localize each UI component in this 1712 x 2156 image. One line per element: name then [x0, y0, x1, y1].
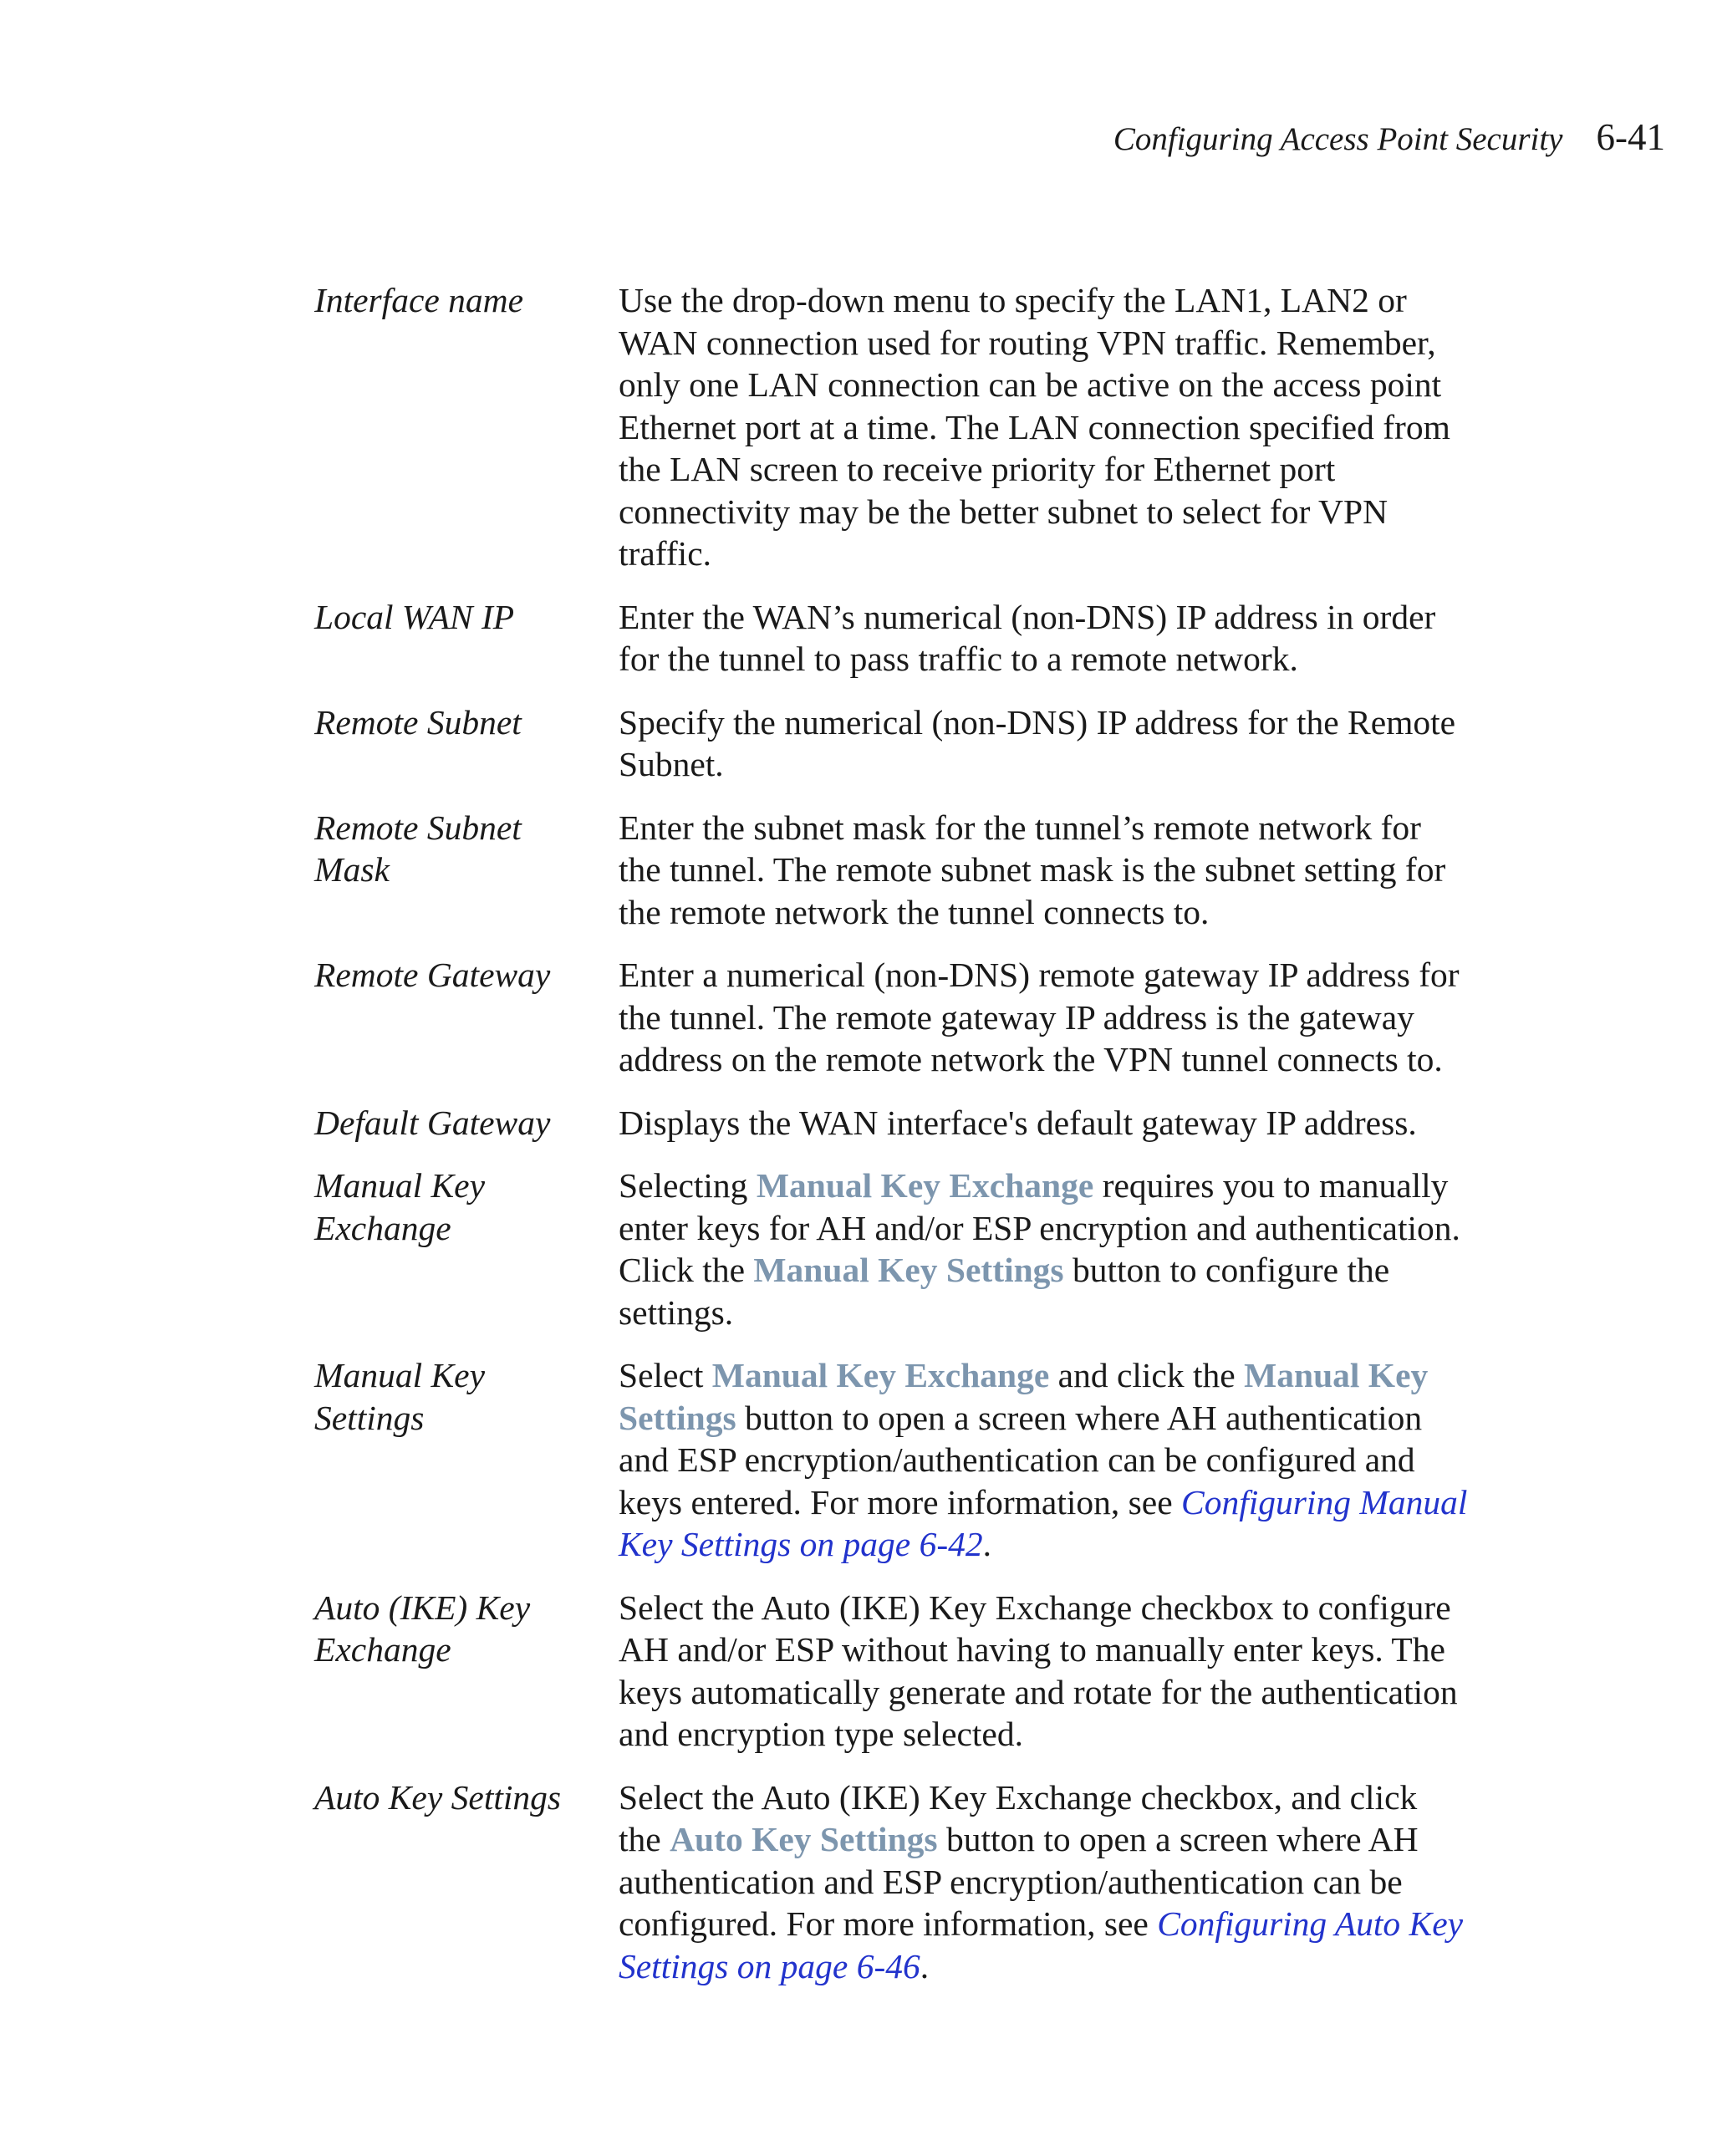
- description-text: Select: [619, 1356, 712, 1394]
- chapter-title: Configuring Access Point Security: [1113, 121, 1563, 157]
- description-auto-ike-key-exchange: Select the Auto (IKE) Key Exchange checkbox to configure AH and/or ESP without having to manually enter keys. The keys automatically generate and rotate for the authentication and encryption type selected.: [619, 1588, 1458, 1753]
- description-text: .: [982, 1525, 992, 1563]
- entry-auto-ike-key-exchange: [314, 1587, 1468, 1756]
- description-text: button to open a screen where AH authentication and ESP encryption/authentication can be configured. For more information, see: [619, 1820, 1419, 1943]
- term-line: Exchange: [314, 1208, 451, 1247]
- term-manual-key-settings: [314, 1354, 619, 1439]
- term-line: Auto (IKE) Key: [314, 1588, 531, 1627]
- description-text: button to configure the settings.: [619, 1251, 1390, 1332]
- term-line: Remote Subnet: [314, 808, 522, 847]
- term-line: Local WAN IP: [314, 597, 515, 636]
- term-remote-subnet: [314, 701, 619, 744]
- term-line: Settings: [314, 1398, 425, 1437]
- entry-manual-key-exchange: [314, 1165, 1468, 1333]
- term-line: Exchange: [314, 1630, 451, 1669]
- cross-reference-link-auto-key-settings[interactable]: Configuring Auto Key Settings on page 6-46: [619, 1904, 1464, 1985]
- ui-label-auto-key-settings: Auto Key Settings: [670, 1820, 938, 1858]
- ui-label-manual-key-exchange: Manual Key Exchange: [756, 1166, 1094, 1205]
- description-text: Selecting: [619, 1166, 757, 1205]
- description-remote-subnet-mask: Enter the subnet mask for the tunnel’s remote network for the tunnel. The remote subnet mask is the subnet setting for the remote network the tunnel connects to.: [619, 808, 1446, 931]
- term-remote-subnet-mask: [314, 807, 619, 891]
- description-interface-name: Use the drop-down menu to specify the LAN1, LAN2 or WAN connection used for routing VPN traffic. Remember, only one LAN connection can be active on the access point Ethernet port at a time. The LAN connection specified from the LAN screen to receive priority for Ethernet port connectivity may be the better subnet to select for VPN traffic.: [619, 281, 1450, 573]
- term-auto-ike-key-exchange: [314, 1587, 619, 1671]
- description-manual-key-exchange: [619, 1165, 1468, 1333]
- running-header: [1113, 115, 1665, 159]
- description-auto-key-settings: [619, 1776, 1468, 1988]
- term-auto-key-settings: [314, 1776, 619, 1819]
- ui-label-manual-key-settings: Manual Key Settings: [619, 1356, 1429, 1437]
- description-manual-key-settings: [619, 1354, 1468, 1566]
- entry-remote-gateway: [314, 954, 1468, 1081]
- term-line: Manual Key: [314, 1166, 485, 1205]
- entry-local-wan-ip: [314, 596, 1468, 680]
- term-line: Auto Key Settings: [314, 1777, 562, 1817]
- term-manual-key-exchange: [314, 1165, 619, 1249]
- term-line: Interface name: [314, 281, 524, 319]
- description-remote-gateway: Enter a numerical (non-DNS) remote gateway IP address for the tunnel. The remote gateway IP address is the gateway address on the remote network the VPN tunnel connects to.: [619, 956, 1460, 1078]
- description-text: requires you to manually enter keys for AH and/or ESP encryption and authentication. Click the: [619, 1166, 1460, 1289]
- ui-label-manual-key-exchange: Manual Key Exchange: [711, 1356, 1050, 1394]
- page-number: 6-41: [1596, 116, 1665, 158]
- term-line: Remote Subnet: [314, 702, 522, 742]
- cross-reference-link-manual-key-settings[interactable]: Configuring Manual Key Settings on page 6-42: [619, 1482, 1468, 1563]
- entry-manual-key-settings: [314, 1354, 1468, 1566]
- description-remote-subnet: Specify the numerical (non-DNS) IP address for the Remote Subnet.: [619, 702, 1456, 783]
- entry-auto-key-settings: [314, 1776, 1468, 1988]
- description-text: .: [920, 1946, 930, 1985]
- term-interface-name: [314, 279, 619, 322]
- description-text: button to open a screen where AH authentication and ESP encryption/authentication can be configured and keys entered. For more information, see: [619, 1398, 1423, 1521]
- entry-default-gateway: [314, 1102, 1468, 1144]
- term-local-wan-ip: [314, 596, 619, 639]
- definition-table: [314, 279, 1468, 2008]
- description-text: and click the: [1049, 1356, 1245, 1394]
- entry-remote-subnet-mask: [314, 807, 1468, 934]
- term-default-gateway: [314, 1102, 619, 1144]
- entry-remote-subnet: [314, 701, 1468, 786]
- description-local-wan-ip: Enter the WAN’s numerical (non-DNS) IP address in order for the tunnel to pass traffic to a remote network.: [619, 597, 1436, 678]
- term-line: Remote Gateway: [314, 956, 551, 994]
- description-text: Select the Auto (IKE) Key Exchange checkbox, and click the: [619, 1777, 1418, 1858]
- description-default-gateway: Displays the WAN interface's default gateway IP address.: [619, 1103, 1417, 1142]
- term-line: Manual Key: [314, 1356, 485, 1394]
- term-remote-gateway: [314, 954, 619, 996]
- entry-interface-name: [314, 279, 1468, 575]
- term-line: Default Gateway: [314, 1103, 551, 1142]
- term-line: Mask: [314, 850, 390, 889]
- ui-label-manual-key-settings: Manual Key Settings: [753, 1251, 1064, 1289]
